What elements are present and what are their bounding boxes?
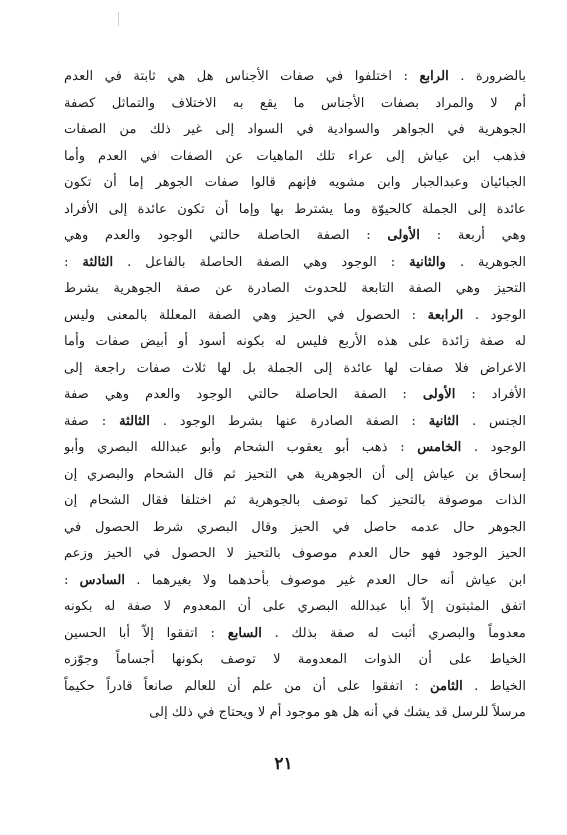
text-line <box>64 568 526 595</box>
section-term: الرابع <box>419 69 449 84</box>
text-line <box>64 329 526 356</box>
text-run: : اختلفوا في صفات الأجناس هل هي ثابتة في العدم <box>64 69 420 84</box>
text-line <box>64 170 526 197</box>
text-line <box>64 91 526 118</box>
text-run: : اتفقوا على أن من علم أن للعالم صانعاً قادراً حكيماً <box>64 678 431 694</box>
text-run: الذات موصوفة بالتحيز كما توصف بالجوهرية ثم اختلفا فقال الشحام إن <box>64 493 526 508</box>
text-run: : <box>64 254 83 270</box>
text-run: : <box>64 572 80 588</box>
text-run: : الوجود وهي الصفة الحاصلة بالفاعل . <box>113 254 410 270</box>
text-run: الحيز الوجود فهو حال العدم موصوف بالتحيز لا الحصول في الحيز وزعم <box>64 546 526 561</box>
text-run: الجوهرية في الجواهر والسوادية في السواد إلى غير ذلك من الصفات <box>64 122 526 137</box>
text-run: مرسلاً للرسل قد يشك في أنه هل هو موجود أم لا ويحتاج في ذلك إلى <box>149 705 526 720</box>
text-line <box>64 647 526 674</box>
text-run: إسحاق بن عياش إلى أن الجوهرية هي التحيز ثم قال الشحام والبصري إن <box>64 466 526 482</box>
text-run: له صفة زائدة على هذه الأربع فليس له بكونه أسود أو أبيض صفات وأما <box>64 334 526 349</box>
page-number: ٢١ <box>274 754 293 774</box>
text-line <box>64 674 526 701</box>
section-term: الرابعة <box>427 307 464 323</box>
text-run: التحيز وهي الصفة التابعة للحدوث الصادرة عن صفة الجوهرية بشرط <box>64 281 526 296</box>
text-run: الجبائيان وعبدالجبار وابن مشويه فإنهم قالوا صفات الجوهر إما أن تكون <box>64 175 526 190</box>
text-line <box>64 409 526 436</box>
body-text <box>64 64 526 727</box>
text-line <box>64 64 526 91</box>
text-line <box>64 488 526 515</box>
text-line <box>64 117 526 144</box>
text-run: الجوهرية . <box>445 254 526 270</box>
text-run: ابن عياش أنه حال العدم غير موصوف بأحدهما ولا بغيرهما . <box>125 572 526 588</box>
text-line <box>64 382 526 409</box>
text-line <box>64 197 526 224</box>
text-line <box>64 594 526 621</box>
text-run: فذهب ابن عياش إلى عراء تلك الماهيات عن الصفات في العدم وأما <box>64 148 526 164</box>
text-line <box>64 700 526 727</box>
text-line <box>64 250 526 277</box>
text-line <box>64 303 526 330</box>
text-run: : صفة <box>64 413 120 429</box>
text-line <box>64 515 526 542</box>
text-run: : الحصول في الحيز وهي الصفة المعللة بالمعنى وليس <box>64 307 428 323</box>
text-run: الجوهر حال عدمه حاصل في الحيز وقال البصري شرط الحصول في <box>64 519 526 535</box>
text-run: معدوماً والبصري أثبت له صفة بذلك . <box>261 625 526 641</box>
section-term: الخامس <box>417 440 462 455</box>
text-line <box>64 223 526 250</box>
text-run: : الصفة الحاصلة حالتي الوجود والعدم وهي <box>64 228 388 243</box>
text-line <box>64 462 526 489</box>
text-run: أم لا والمراد بصفات الأجناس ما يقع به الاختلاف والتماثل كصفة <box>64 95 526 111</box>
text-line <box>64 276 526 303</box>
section-term: الثالثة <box>82 254 114 270</box>
section-term: السادس <box>79 572 126 588</box>
text-run: وهي أربعة : <box>419 228 526 243</box>
text-run: الاعراض فلا صفات لها عائدة إلى الجملة بل لها ثلاث صفات راجعة إلى <box>64 360 526 376</box>
text-run: الأفراد : <box>455 387 526 402</box>
text-line <box>64 541 526 568</box>
text-run: : ذهب أبو يعقوب الشحام وأبو عبدالله البصري وأبو <box>64 440 418 455</box>
text-run: بالضرورة . <box>448 69 526 84</box>
text-run: الخياط على أن الذوات المعدومة لا توصف بكونها أجساماً وجوّزه <box>64 652 526 667</box>
section-term: والثانية <box>409 254 446 270</box>
text-line <box>64 621 526 648</box>
text-run: الجنس . <box>459 413 526 429</box>
margin-mark <box>118 12 119 26</box>
text-run: : اتفقوا إلاّ أبا الحسين <box>64 625 228 641</box>
section-term: الأولى <box>387 228 420 243</box>
text-run: : الصفة الحاصلة حالتي الوجود والعدم وهي صفة <box>64 387 423 402</box>
text-run: اتفق المثبتون إلاّ أبا عبدالله البصري على أن المعدوم لا صفة له بكونه <box>64 599 526 614</box>
section-term: الثالثة <box>119 413 150 429</box>
text-line <box>64 356 526 383</box>
section-term: الثانية <box>428 413 460 429</box>
text-line <box>64 435 526 462</box>
section-term: الثامن <box>430 678 463 694</box>
text-line <box>64 144 526 171</box>
section-term: السابع <box>227 625 262 641</box>
text-run: عائدة إلى الجملة كالحيوّة وما يشترط بها وإما أن تكون عائدة إلى الأفراد <box>64 201 526 217</box>
text-run: : الصفة الصادرة عنها بشرط الوجود . <box>149 413 429 429</box>
text-run: الوجود . <box>463 307 526 323</box>
text-run: الوجود . <box>461 440 526 455</box>
text-run: الخياط . <box>462 678 526 694</box>
section-term: الأولى <box>422 387 456 402</box>
